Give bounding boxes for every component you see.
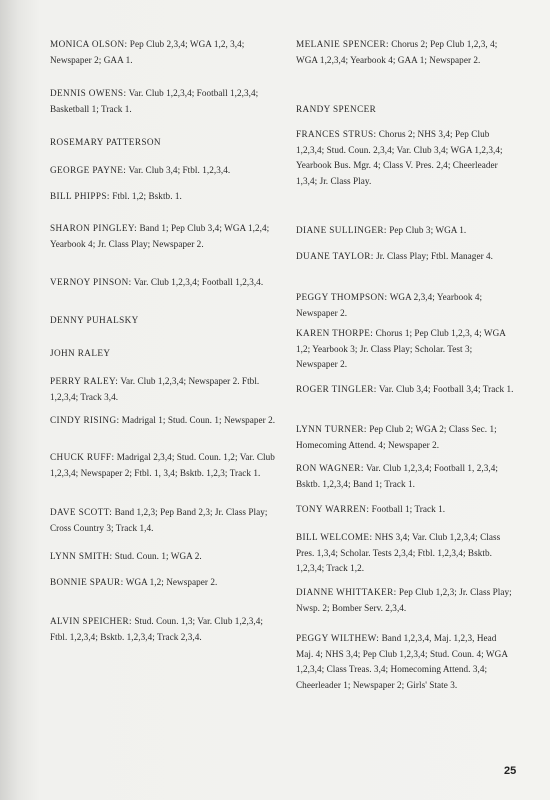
senior-name: CINDY RISING: — [50, 415, 120, 425]
senior-activities: Band 1,2,3,4, Maj. 1,2,3, Head Maj. 4; NHS 3,4; Pep Club 1,2,3,4; Stud. Coun. 4; WGA 1,2,3,4; Class Treas. 3,4; Homecoming Attend. 3,4; Cheerleader 1; Newspaper 2; Girls' State 3. — [296, 633, 508, 690]
senior-activities: Pep Club 2,3,4; WGA 1,2, 3,4; Newspaper 2; GAA 1. — [50, 39, 245, 65]
senior-entry — [296, 422, 514, 453]
senior-entry — [296, 502, 514, 518]
senior-name: VERNOY PINSON: — [50, 277, 132, 287]
senior-activities: Var. Club 1,2,3,4; Football 1, 2,3,4; Bsktb. 1,2,3,4; Band 1; Track 1. — [296, 463, 498, 489]
senior-entry — [50, 505, 282, 536]
senior-entry — [296, 461, 514, 492]
senior-name: DENNIS OWENS: — [50, 88, 127, 98]
senior-activities: Madrigal 1; Stud. Coun. 1; Newspaper 2. — [121, 415, 276, 425]
senior-entry — [296, 127, 514, 189]
senior-entry — [50, 575, 282, 591]
senior-name: GEORGE PAYNE: — [50, 165, 127, 175]
senior-name: DIANNE WHITTAKER: — [296, 587, 397, 597]
senior-entry — [296, 249, 514, 265]
senior-entry — [50, 450, 282, 481]
senior-name: TONY WARREN: — [296, 504, 370, 514]
senior-entry — [296, 37, 514, 68]
senior-name: PERRY RALEY: — [50, 376, 119, 386]
senior-entry — [50, 313, 282, 329]
senior-name: KAREN THORPE: — [296, 328, 374, 338]
senior-entry — [296, 585, 514, 616]
senior-activities: WGA 2,3,4; Yearbook 4; Newspaper 2. — [296, 292, 483, 318]
senior-entry — [296, 382, 514, 398]
senior-entry — [50, 135, 282, 151]
senior-name: LYNN TURNER: — [296, 424, 367, 434]
senior-activities: Stud. Coun. 1; WGA 2. — [114, 551, 202, 561]
senior-activities: NHS 3,4; Var. Club 1,2,3,4; Class Pres. 1,3,4; Scholar. Tests 2,3,4; Ftbl. 1,2,3,4; Bsktb. 1,2,3,4; Track 1,2. — [296, 532, 501, 573]
senior-entry — [50, 413, 282, 429]
senior-activities: Var. Club 3,4; Ftbl. 1,2,3,4. — [128, 165, 231, 175]
senior-entry — [50, 614, 282, 645]
senior-activities: Ftbl. 1,2; Bsktb. 1. — [112, 191, 182, 201]
senior-entry — [50, 221, 282, 252]
senior-entry — [296, 530, 514, 577]
senior-name: PEGGY THOMPSON: — [296, 292, 388, 302]
senior-name: MELANIE SPENCER: — [296, 39, 389, 49]
senior-name: PEGGY WILTHEW: — [296, 633, 380, 643]
senior-activities: Var. Club 3,4; Football 3,4; Track 1. — [378, 384, 514, 394]
senior-activities: Football 1; Track 1. — [371, 504, 446, 514]
senior-name: LYNN SMITH: — [50, 551, 113, 561]
senior-activities: Chorus 2; NHS 3,4; Pep Club 1,2,3,4; Stud. Coun. 2,3,4; Var. Club 3,4; WGA 1,2,3,4; Yearbook Bus. Mgr. 4; Class V. Pres. 2,4; Cheerleader 1,3,4; Jr. Class Play. — [296, 129, 503, 186]
senior-entry — [296, 223, 514, 239]
senior-activities: Jr. Class Play; Ftbl. Manager 4. — [376, 251, 494, 261]
senior-name: SHARON PINGLEY: — [50, 223, 138, 233]
senior-entry — [50, 374, 282, 405]
senior-name: RON WAGNER: — [296, 463, 364, 473]
page-number: 25 — [504, 765, 517, 777]
senior-entry — [50, 189, 282, 205]
senior-activities: Madrigal 2,3,4; Stud. Coun. 1,2; Var. Club 1,2,3,4; Newspaper 2; Ftbl. 1, 3,4; Bsktb. 1,2,3; Track 1. — [50, 452, 275, 478]
senior-name: RANDY SPENCER — [296, 104, 377, 114]
senior-entry — [50, 275, 282, 291]
senior-name: DUANE TAYLOR: — [296, 251, 374, 261]
senior-activities: Pep Club 3; WGA 1. — [389, 225, 467, 235]
senior-activities: Var. Club 1,2,3,4; Football 1,2,3,4. — [133, 277, 264, 287]
senior-entry — [296, 102, 514, 118]
senior-name: ALVIN SPEICHER: — [50, 616, 132, 626]
senior-name: DENNY PUHALSKY — [50, 315, 139, 325]
senior-activities: Var. Club 1,2,3,4; Football 1,2,3,4; Basketball 1; Track 1. — [50, 88, 259, 114]
senior-activities: Stud. Coun. 1,3; Var. Club 1,2,3,4; Ftbl. 1,2,3,4; Bsktb. 1,2,3,4; Track 2,3,4. — [50, 616, 264, 642]
senior-name: FRANCES STRUS: — [296, 129, 377, 139]
senior-entry — [296, 290, 514, 321]
senior-activities: WGA 1,2; Newspaper 2. — [125, 577, 218, 587]
senior-activities: Band 1,2,3; Pep Band 2,3; Jr. Class Play; Cross Country 3; Track 1,4. — [50, 507, 268, 533]
senior-name: ROSEMARY PATTERSON — [50, 137, 161, 147]
senior-entry — [296, 326, 514, 373]
senior-entry — [296, 631, 514, 693]
senior-entry — [50, 346, 282, 362]
senior-name: JOHN RALEY — [50, 348, 111, 358]
senior-name: BILL WELCOME: — [296, 532, 373, 542]
senior-entry — [50, 549, 282, 565]
senior-name: CHUCK RUFF: — [50, 452, 115, 462]
senior-entry — [50, 37, 282, 68]
senior-name: BILL PHIPPS: — [50, 191, 110, 201]
senior-activities: Chorus 1; Pep Club 1,2,3, 4; WGA 1,2; Yearbook 3; Jr. Class Play; Scholar. Test 3; Newspaper 2. — [296, 328, 506, 369]
senior-name: DIANE SULLINGER: — [296, 225, 387, 235]
senior-activities: Pep Club 2; WGA 2; Class Sec. 1; Homecoming Attend. 4; Newspaper 2. — [296, 424, 497, 450]
senior-activities: Band 1; Pep Club 3,4; WGA 1,2,4; Yearbook 4; Jr. Class Play; Newspaper 2. — [50, 223, 270, 249]
senior-name: DAVE SCOTT: — [50, 507, 113, 517]
senior-activities: Var. Club 1,2,3,4; Newspaper 2. Ftbl. 1,2,3,4; Track 3,4. — [50, 376, 260, 402]
senior-activities: Chorus 2; Pep Club 1,2,3, 4; WGA 1,2,3,4; Yearbook 4; GAA 1; Newspaper 2. — [296, 39, 498, 65]
senior-name: ROGER TINGLER: — [296, 384, 377, 394]
senior-entry — [50, 86, 282, 117]
senior-entry — [50, 163, 282, 179]
senior-name: MONICA OLSON: — [50, 39, 128, 49]
senior-activities: Pep Club 1,2,3; Jr. Class Play; Nwsp. 2; Bomber Serv. 2,3,4. — [296, 587, 512, 613]
senior-name: BONNIE SPAUR: — [50, 577, 124, 587]
